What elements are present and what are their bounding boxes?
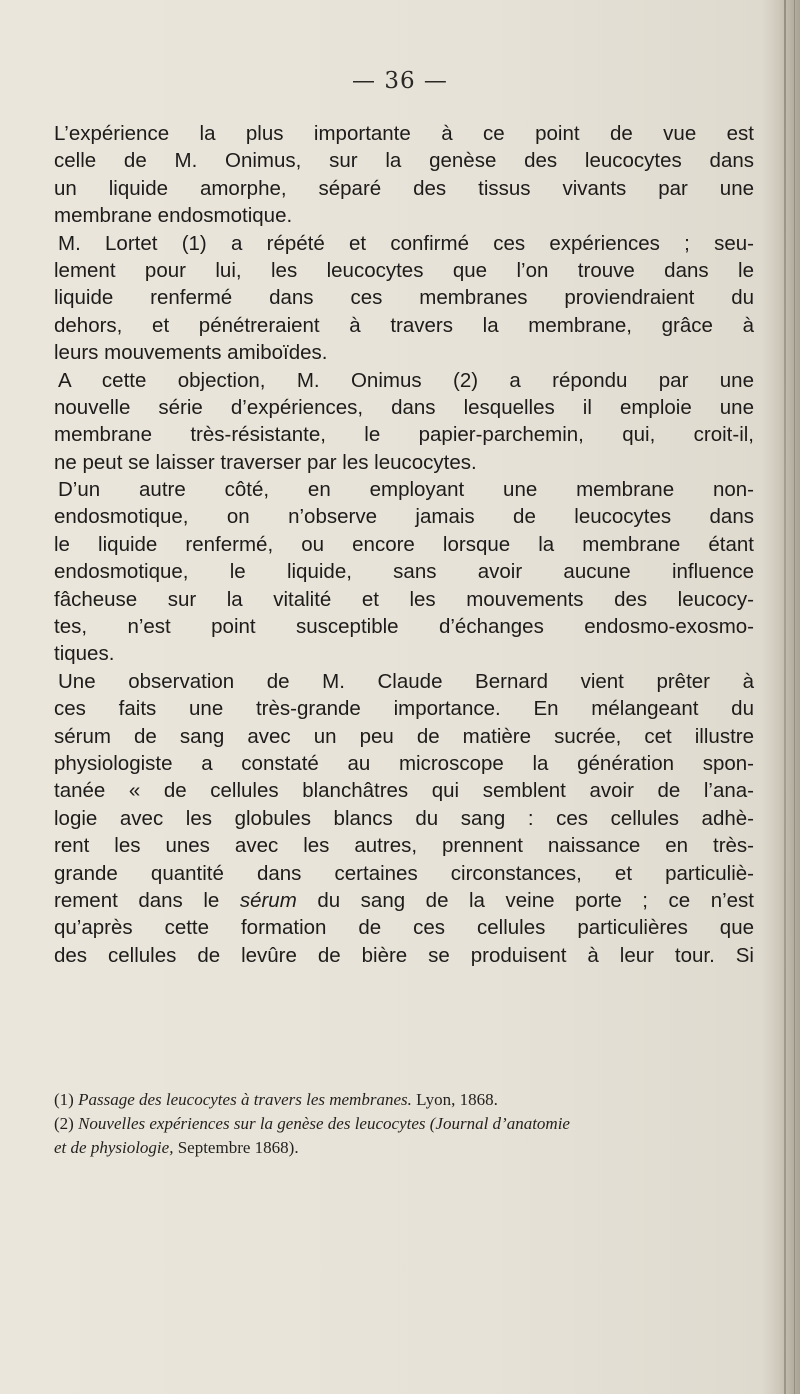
text-line: membrane endosmotique. — [54, 204, 293, 228]
text-line: celle de M. Onimus, sur la genèse des leucocytes dans — [54, 149, 754, 173]
text-line: tiques. — [54, 642, 115, 666]
footnote-2-journal: (Journal d’anatomie — [429, 1114, 570, 1133]
text-line: endosmotique, on n’observe jamais de leucocytes dans — [54, 505, 754, 529]
text-line: endosmotique, le liquide, sans avoir aucune influence — [54, 560, 754, 584]
text-line: tanée « de cellules blanchâtres qui semblent avoir de l’ana- — [54, 779, 754, 803]
footnotes — [54, 1088, 754, 1160]
text-line: ne peut se laisser traverser par les leucocytes. — [54, 450, 477, 474]
text-line: logie avec les globules blancs du sang : ces cellules adhè- — [54, 806, 754, 830]
footnote-1 — [54, 1088, 754, 1112]
text-line: leurs mouvements amiboïdes. — [54, 341, 328, 365]
text-line: ces faits une très-grande importance. En mélangeant du — [54, 697, 754, 721]
footnote-1-title: Passage des leucocytes à travers les membranes. — [78, 1090, 412, 1109]
page-number: — 36 — — [352, 68, 448, 94]
text-line: L’expérience la plus importante à ce point de vue est — [54, 122, 754, 145]
text-line: rent les unes avec les autres, prennent naissance en très- — [54, 834, 754, 858]
text-line: qu’après cette formation de ces cellules particulières que — [54, 916, 754, 940]
text-line: des cellules de levûre de bière se produisent à leur tour. Si — [54, 943, 754, 967]
text-line: lement pour lui, les leucocytes que l’on trouve dans le — [54, 258, 754, 282]
footnote-1-rest: Lyon, 1868. — [416, 1090, 498, 1109]
footnote-1-mark: (1) — [54, 1090, 74, 1109]
page-edge-line — [784, 0, 786, 1394]
footnote-2-continued — [54, 1136, 754, 1160]
text-line: M. Lortet (1) a répété et confirmé ces expériences ; seu- — [58, 231, 754, 255]
text-line: fâcheuse sur la vitalité et les mouvements des leucocy- — [54, 587, 754, 611]
text-line: grande quantité dans certaines circonstances, et particuliè- — [54, 861, 754, 885]
footnote-2 — [54, 1112, 754, 1136]
italic-term-serum: sérum — [239, 888, 297, 912]
page-edge-line-outer — [794, 0, 795, 1394]
text-line: membrane très-résistante, le papier-parchemin, qui, croit-il, — [54, 423, 754, 447]
footnote-2-title: Nouvelles expériences sur la genèse des leucocytes — [78, 1114, 426, 1133]
text-line: liquide renfermé dans ces membranes proviendraient du — [54, 286, 754, 310]
footnote-2-journal-cont: et de physiologie, — [54, 1138, 174, 1157]
footnote-2-rest: Septembre 1868). — [177, 1138, 299, 1157]
text-line: un liquide amorphe, séparé des tissus vivants par une — [54, 176, 754, 200]
body-text — [54, 120, 754, 969]
text-line: le liquide renfermé, ou encore lorsque la membrane étant — [54, 532, 754, 556]
text-line: D’un autre côté, en employant une membrane non- — [58, 478, 754, 502]
text-line: physiologiste a constaté au microscope la génération spon- — [54, 751, 754, 775]
text-segment: rement dans le — [54, 888, 220, 912]
text-line — [54, 887, 754, 914]
text-line: nouvelle série d’expériences, dans lesquelles il emploie une — [54, 395, 754, 419]
text-line: tes, n’est point susceptible d’échanges endosmo-exosmo- — [54, 615, 754, 639]
text-line: A cette objection, M. Onimus (2) a répondu par une — [58, 368, 754, 392]
text-line: sérum de sang avec un peu de matière sucrée, cet illustre — [54, 724, 754, 748]
text-line: Une observation de M. Claude Bernard vient prêter à — [58, 669, 754, 693]
text-line: dehors, et pénétreraient à travers la membrane, grâce à — [54, 313, 754, 337]
footnote-2-mark: (2) — [54, 1114, 74, 1133]
text-segment: du sang de la veine porte ; ce n’est — [317, 888, 755, 912]
